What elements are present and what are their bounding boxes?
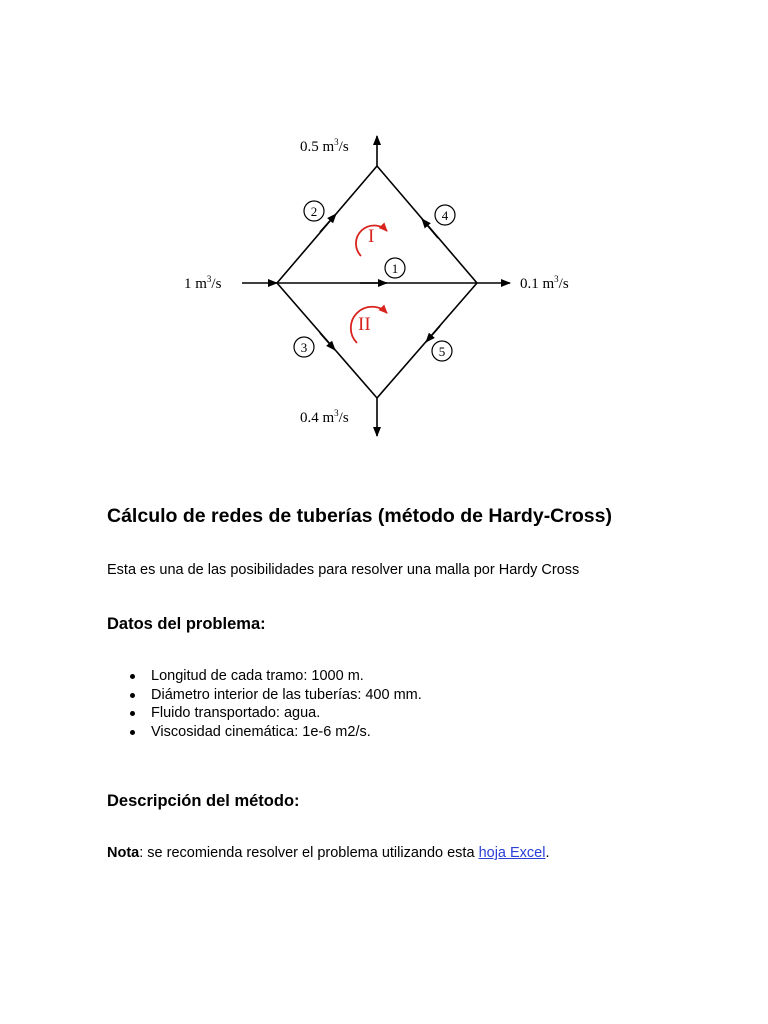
flow-label-bottom: 0.4 $m^3/s$ bbox=[300, 408, 349, 426]
loop-ii bbox=[351, 307, 387, 343]
svg-text:4: 4 bbox=[441, 208, 449, 223]
excel-link[interactable]: hoja Excel bbox=[478, 845, 546, 861]
svg-text:5: 5 bbox=[438, 344, 446, 359]
svg-text:2: 2 bbox=[310, 204, 318, 219]
pipe-number-3 bbox=[294, 337, 314, 357]
svg-text:I: I bbox=[368, 226, 375, 247]
nota-end: . bbox=[545, 845, 550, 861]
svg-text:3: 3 bbox=[300, 340, 308, 355]
svg-text:II: II bbox=[358, 314, 371, 335]
descripcion-heading: Descripción del método: bbox=[107, 792, 300, 810]
pipe-number-1 bbox=[385, 258, 405, 278]
loop-i bbox=[356, 225, 387, 256]
svg-text:1: 1 bbox=[391, 261, 399, 276]
pipe-number-4 bbox=[435, 205, 455, 225]
datos-list bbox=[107, 667, 422, 741]
nota-paragraph bbox=[107, 845, 550, 861]
datos-item-diameter: Diámetro interior de las tuberías: 400 mm. bbox=[151, 686, 422, 703]
pipe-flow-arrows bbox=[320, 214, 440, 350]
datos-item-fluid: Fluido transportado: agua. bbox=[151, 704, 422, 723]
datos-item-length: Longitud de cada tramo: 1000 m. bbox=[151, 667, 422, 686]
flow-label-top: 0.5 $m^3/s$ bbox=[300, 137, 349, 155]
pipe-number-2 bbox=[304, 201, 324, 221]
flow-label-left: 1 $m^3/s$ bbox=[184, 274, 222, 292]
nota-label: Nota bbox=[107, 845, 140, 861]
page-title: Cálculo de redes de tuberías (método de Hardy-Cross) bbox=[107, 505, 612, 527]
pipe-network-diagram bbox=[170, 128, 600, 448]
intro-text: Esta es una de las posibilidades para resolver una malla por Hardy Cross bbox=[107, 562, 580, 578]
pipe-number-5 bbox=[432, 341, 452, 361]
datos-heading: Datos del problema: bbox=[107, 615, 266, 633]
flow-label-right: 0.1 $m^3/s$ bbox=[520, 274, 569, 292]
nota-text: : se recomienda resolver el problema utilizando esta bbox=[139, 845, 479, 861]
external-flow-arrows bbox=[242, 136, 510, 436]
datos-item-viscosity: Viscosidad cinemática: 1e-6 m2/s. bbox=[151, 723, 422, 742]
pipe-edges bbox=[277, 166, 477, 398]
